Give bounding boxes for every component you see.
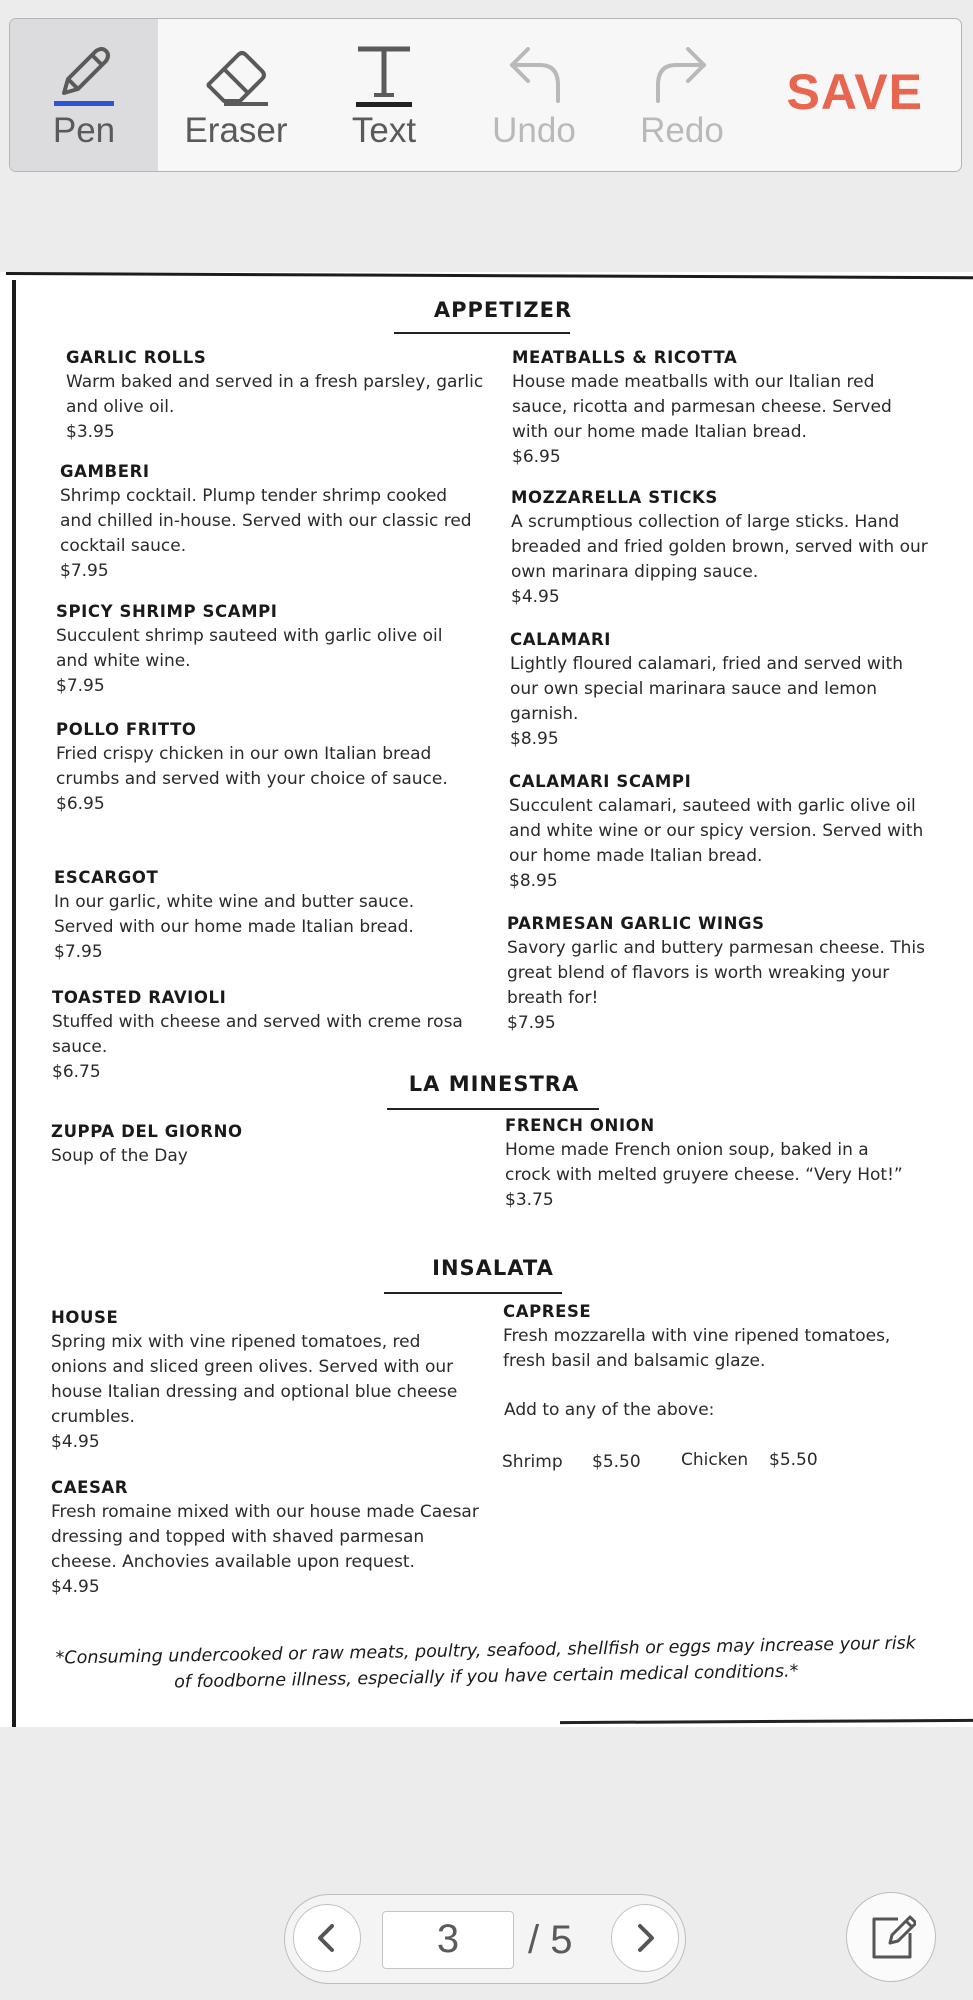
disclaimer-text: *Consuming undercooked or raw meats, poultry, seafood, shellfish or eggs may increase your risk of foodborne illness, especially if you have certain medical conditions.*: [55, 1633, 917, 1693]
section-title-minestra: LA MINESTRA: [408, 1072, 580, 1096]
page-edge-left: [12, 280, 16, 1727]
addon-chicken-price: $5.50: [769, 1450, 818, 1470]
eraser-icon: [202, 41, 270, 111]
section-rule: [394, 332, 570, 334]
eraser-label: Eraser: [184, 111, 288, 150]
previous-page-button[interactable]: [293, 1904, 361, 1972]
menu-item: PARMESAN GARLIC WINGS Savory garlic and buttery parmesan cheese. This great blend of flavors is worth wreaking your breath for! $7.95: [507, 914, 925, 1033]
menu-item: TOASTED RAVIOLI Stuffed with cheese and served with creme rosa sauce. $6.75: [52, 988, 463, 1082]
next-page-button[interactable]: [611, 1904, 679, 1972]
undo-icon: [500, 41, 568, 111]
menu-item: GAMBERI Shrimp cocktail. Plump tender shrimp cooked and chilled in-house. Served with our classic red cocktail sauce. $7.95: [60, 462, 472, 581]
menu-item: ZUPPA DEL GIORNO Soup of the Day: [51, 1122, 243, 1166]
addon-shrimp-label: Shrimp: [502, 1452, 563, 1472]
menu-item: ESCARGOT In our garlic, white wine and butter sauce. Served with our home made Italian bread. $7.95: [54, 868, 415, 962]
text-label: Text: [351, 111, 417, 150]
undo-label: Undo: [492, 111, 576, 150]
drawing-toolbar: [9, 18, 962, 172]
menu-item: POLLO FRITTO Fried crispy chicken in our own Italian bread crumbs and served with your choice of sauce. $6.95: [56, 720, 448, 814]
section-rule: [384, 1292, 562, 1294]
pen-icon: [50, 41, 118, 111]
undo-button[interactable]: [460, 19, 608, 171]
redo-button[interactable]: [608, 19, 756, 171]
menu-item: HOUSE Spring mix with vine ripened tomatoes, red onions and sliced green olives. Served with our house Italian dressing and optional blue cheese crumbles. $4.95: [51, 1308, 458, 1452]
redo-label: Redo: [640, 111, 724, 150]
total-pages-label: / 5: [528, 1918, 573, 1962]
menu-item: GARLIC ROLLS Warm baked and served in a fresh parsley, garlic and olive oil. $3.95: [66, 348, 484, 442]
eraser-tool-button[interactable]: [162, 19, 310, 171]
redo-icon: [648, 41, 716, 111]
menu-item: CALAMARI SCAMPI Succulent calamari, sauteed with garlic olive oil and white wine or our spicy version. Served with our home made Italian bread. $8.95: [509, 772, 924, 891]
edit-note-icon: [868, 1913, 916, 1961]
pen-tool-button[interactable]: [10, 19, 158, 171]
menu-item: CAPRESE Fresh mozzarella with vine ripened tomatoes, fresh basil and balsamic glaze.: [503, 1302, 891, 1371]
pen-label: Pen: [52, 111, 116, 150]
menu-item: MOZZARELLA STICKS A scrumptious collection of large sticks. Hand breaded and fried golden brown, served with our own marinara dipping sauce. $4.95: [511, 488, 928, 607]
text-tool-button[interactable]: [310, 19, 458, 171]
section-rule: [387, 1108, 599, 1110]
page-edge-top: [6, 272, 973, 279]
page-navigator: [284, 1894, 686, 1984]
menu-item: MEATBALLS & RICOTTA House made meatballs with our Italian red sauce, ricotta and parmesan cheese. Served with our home made Italian bread. $6.95: [512, 348, 892, 467]
addon-label: Add to any of the above:: [504, 1400, 715, 1420]
document-page[interactable]: [0, 272, 973, 1727]
page-edge-bottom: [560, 1719, 973, 1724]
section-title-appetizer: APPETIZER: [433, 298, 573, 322]
annotate-button[interactable]: [846, 1892, 936, 1982]
section-title-insalata: INSALATA: [432, 1256, 554, 1280]
menu-item: CAESAR Fresh romaine mixed with our house made Caesar dressing and topped with shaved parmesan cheese. Anchovies available upon request. $4.95: [51, 1478, 479, 1597]
menu-item: SPICY SHRIMP SCAMPI Succulent shrimp sauteed with garlic olive oil and white wine. $7.95: [56, 602, 443, 696]
menu-item: CALAMARI Lightly floured calamari, fried and served with our own special marinara sauce and lemon garnish. $8.95: [510, 630, 903, 749]
addon-chicken-label: Chicken: [681, 1450, 749, 1470]
text-icon: [350, 41, 418, 111]
addon-shrimp-price: $5.50: [592, 1452, 641, 1472]
menu-item: FRENCH ONION Home made French onion soup, baked in a crock with melted gruyere cheese. “Very Hot!” $3.75: [505, 1116, 903, 1210]
current-page-input[interactable]: 3: [382, 1911, 514, 1969]
save-button[interactable]: SAVE: [786, 64, 923, 120]
chevron-right-icon: [630, 1923, 660, 1953]
chevron-left-icon: [312, 1923, 342, 1953]
